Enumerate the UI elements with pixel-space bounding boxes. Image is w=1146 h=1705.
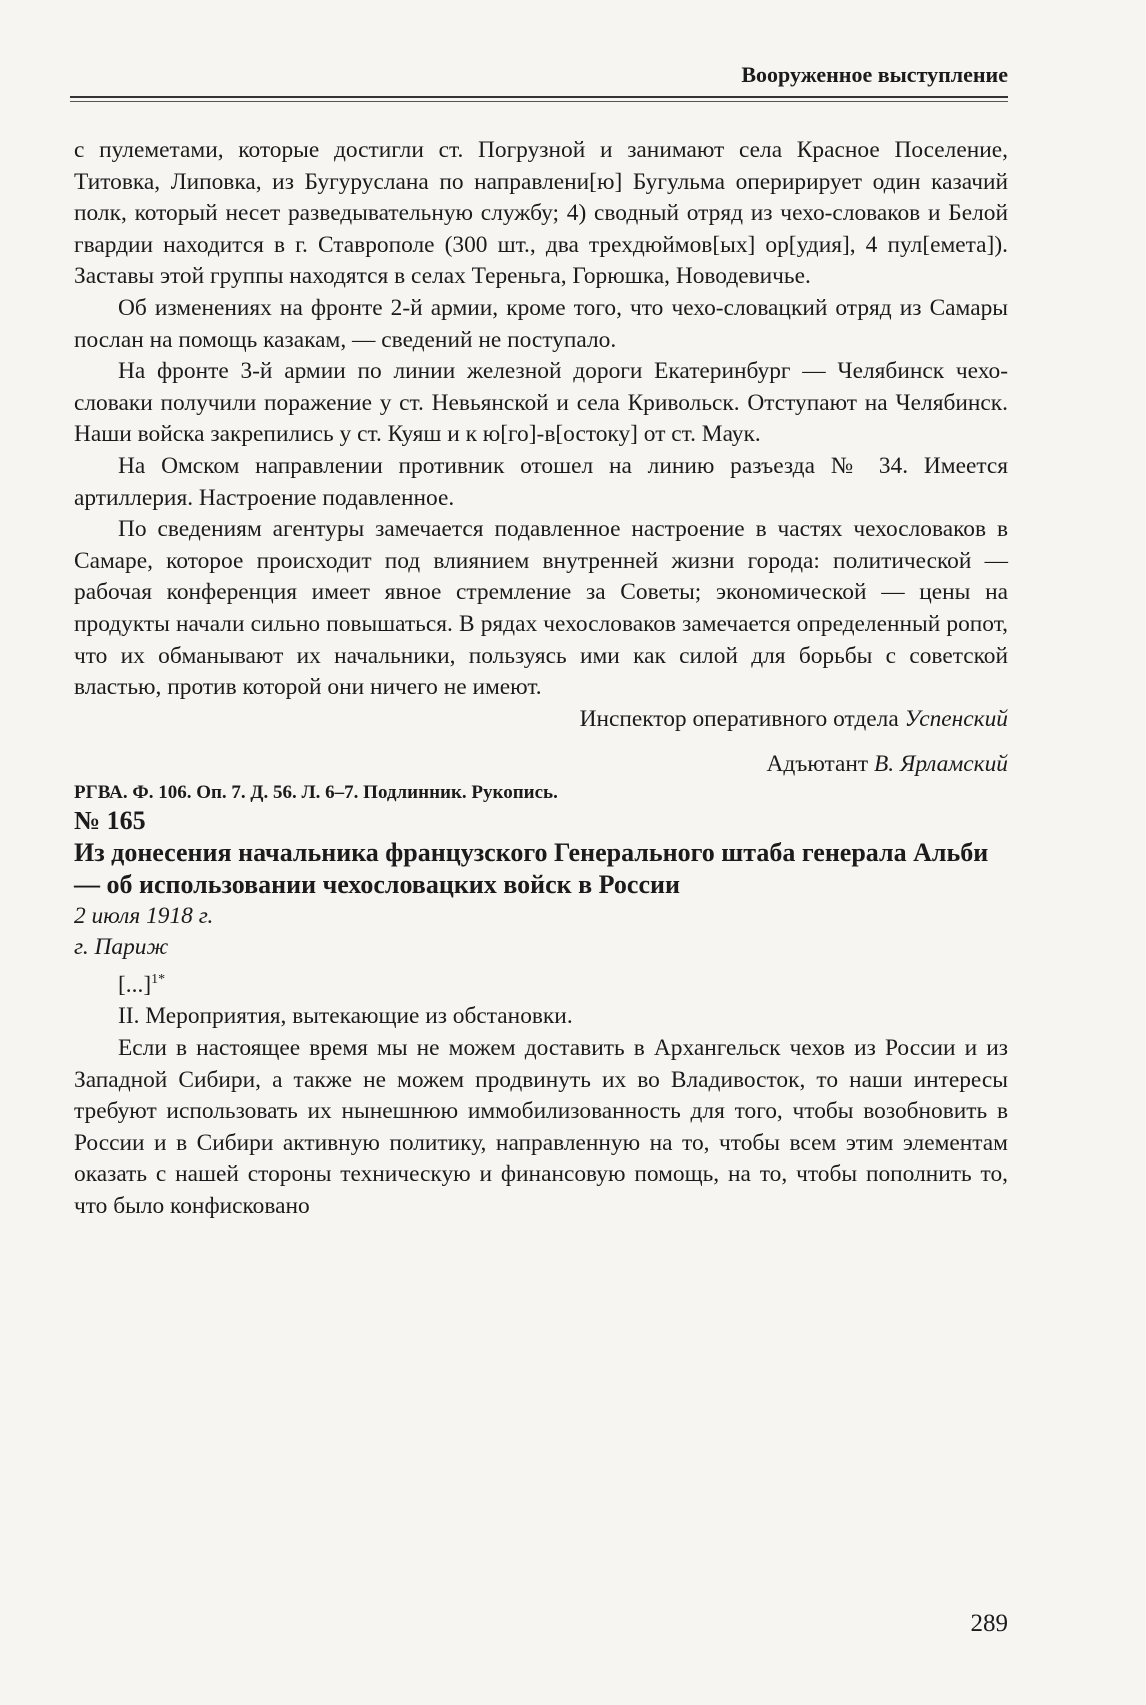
signature-role: Инспектор оперативного отдела bbox=[579, 705, 899, 732]
signature-adjutant bbox=[74, 749, 1008, 781]
omission-mark bbox=[74, 964, 1008, 1001]
document-number: № 165 bbox=[74, 805, 146, 835]
footnote-marker: 1* bbox=[151, 972, 166, 988]
paragraph: Если в настоящее время мы не можем доставить в Архангельск чехов из России и из Западной Сибири, а также не можем продвинуть их во Владивосток, то наши интересы требуют использовать их нынешнюю иммобилизованность для того, чтобы возобновить в России и в Сибири активную политику, направленную на то, чтобы всем этим элементам оказать с нашей стороны техническую и финансовую помощь, на то, чтобы пополнить то, что было конфисковано bbox=[74, 1035, 1008, 1220]
paragraph-continuation: с пулеметами, которые достигли ст. Погрузной и занимают села Красное Поселение, Титовка, Липовка, из Бугуруслана по направлени[ю] Бугульма оперирирует один казачий полк, который несет разведывательную службу; 4) сводный отряд из чехо-словаков и Белой гвардии находится в г. Ставрополе (300 шт., два трехдюймов[ых] ор[удия], 4 пул[емета]). Заставы этой группы находятся в селах Тереньга, Горюшка, Новодевичье. bbox=[74, 137, 1008, 290]
document-place: г. Париж bbox=[74, 934, 169, 961]
signature-inspector bbox=[74, 704, 1008, 736]
paragraph: Об изменениях на фронте 2-й армии, кроме того, что чехо-словацкий отряд из Самары послан на помощь казакам, — сведений не поступало. bbox=[74, 294, 1008, 353]
running-header: Вооруженное выступление bbox=[70, 62, 1008, 98]
signature-name: В. Ярламский bbox=[874, 751, 1008, 778]
section-heading: II. Мероприятия, вытекающие из обстановки. bbox=[118, 1003, 573, 1030]
paragraph: По сведениям агентуры замечается подавленное настроение в частях чехословаков в Самаре, которое происходит под влиянием внутренней жизни города: политической — рабочая конференция имеет явное стремление за Советы; экономической — цены на продукты начали сильно повышаться. В рядах чехословаков замечается определенный ропот, что их обманывают их начальники, пользуясь ими как силой для борьбы с советской властью, против которой они ничего не имеют. bbox=[74, 516, 1008, 701]
archive-source: РГВА. Ф. 106. Оп. 7. Д. 56. Л. 6–7. Подлинник. Рукопись. bbox=[74, 781, 558, 803]
signature-role: Адъютант bbox=[766, 751, 869, 778]
document-title: Из донесения начальника французского Генерального штаба генерала Альби — об использовании чехословацких войск в России bbox=[74, 837, 989, 899]
document-date: 2 июля 1918 г. bbox=[74, 902, 214, 929]
page-body bbox=[74, 135, 1008, 1223]
omission-text: [...] bbox=[118, 971, 152, 998]
paragraph: На фронте 3-й армии по линии железной дороги Екатеринбург — Челябинск чехо-словаки получили поражение у ст. Невьянской и села Кривольск. Отступают на Челябинск. Наши войска закрепились у ст. Куяш и к ю[го]-в[остоку] от ст. Маук. bbox=[74, 358, 1008, 448]
paragraph: На Омском направлении противник отошел на линию разъезда № 34. Имеется артиллерия. Настроение подавленное. bbox=[74, 452, 1008, 511]
page-number: 289 bbox=[970, 1610, 1008, 1637]
signature-name: Успенский bbox=[904, 705, 1008, 732]
